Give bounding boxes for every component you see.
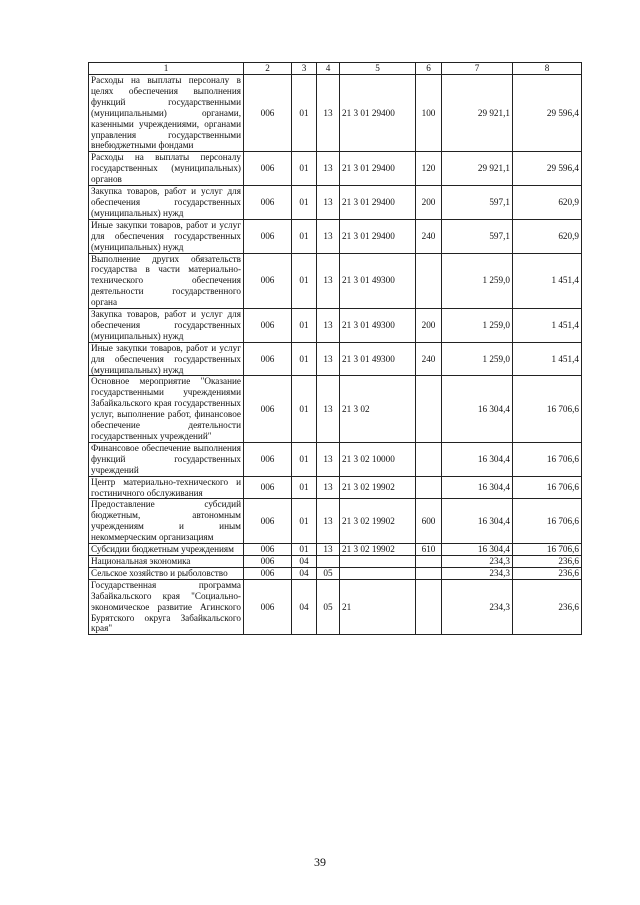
expense-type-code: 240 — [416, 342, 442, 376]
header-row — [89, 63, 582, 75]
amount-col-7: 234,3 — [442, 555, 513, 567]
subsection-code: 13 — [317, 186, 340, 220]
header-cell: 8 — [513, 63, 582, 75]
row-name: Национальная экономика — [89, 555, 244, 567]
target-article-code: 21 3 02 19902 — [340, 499, 416, 544]
amount-col-7: 16 304,4 — [442, 476, 513, 499]
amount-col-7: 234,3 — [442, 579, 513, 635]
row-name: Субсидии бюджетным учреждениям — [89, 544, 244, 556]
table-row — [89, 499, 582, 544]
ministry-code: 006 — [244, 342, 292, 376]
amount-col-8: 16 706,6 — [513, 376, 582, 442]
amount-col-8: 1 451,4 — [513, 253, 582, 309]
amount-col-8: 236,6 — [513, 567, 582, 579]
target-article-code: 21 3 02 10000 — [340, 442, 416, 476]
target-article-code — [340, 567, 416, 579]
ministry-code: 006 — [244, 219, 292, 253]
subsection-code: 13 — [317, 253, 340, 309]
table-row — [89, 219, 582, 253]
ministry-code: 006 — [244, 476, 292, 499]
subsection-code: 13 — [317, 309, 340, 343]
amount-col-7: 597,1 — [442, 219, 513, 253]
section-code: 01 — [292, 309, 317, 343]
header-cell: 4 — [317, 63, 340, 75]
header-cell: 5 — [340, 63, 416, 75]
amount-col-8: 1 451,4 — [513, 309, 582, 343]
expense-type-code — [416, 476, 442, 499]
section-code: 04 — [292, 555, 317, 567]
amount-col-8: 29 596,4 — [513, 152, 582, 186]
table-row — [89, 75, 582, 152]
target-article-code — [340, 555, 416, 567]
expense-type-code — [416, 253, 442, 309]
expense-type-code — [416, 442, 442, 476]
expense-type-code — [416, 555, 442, 567]
table-row — [89, 442, 582, 476]
target-article-code: 21 3 02 19902 — [340, 544, 416, 556]
expense-type-code — [416, 567, 442, 579]
row-name: Закупка товаров, работ и услуг для обеспечения государственных (муниципальных) нужд — [89, 309, 244, 343]
amount-col-7: 16 304,4 — [442, 442, 513, 476]
expense-type-code — [416, 579, 442, 635]
subsection-code: 13 — [317, 342, 340, 376]
ministry-code: 006 — [244, 579, 292, 635]
subsection-code: 13 — [317, 152, 340, 186]
section-code: 04 — [292, 567, 317, 579]
row-name: Сельское хозяйство и рыболовство — [89, 567, 244, 579]
table-row — [89, 567, 582, 579]
amount-col-7: 597,1 — [442, 186, 513, 220]
expense-type-code: 100 — [416, 75, 442, 152]
section-code: 01 — [292, 152, 317, 186]
subsection-code: 05 — [317, 567, 340, 579]
expense-type-code — [416, 376, 442, 442]
target-article-code: 21 3 01 49300 — [340, 253, 416, 309]
subsection-code: 13 — [317, 75, 340, 152]
ministry-code: 006 — [244, 186, 292, 220]
ministry-code: 006 — [244, 544, 292, 556]
ministry-code: 006 — [244, 253, 292, 309]
subsection-code: 13 — [317, 499, 340, 544]
amount-col-8: 620,9 — [513, 186, 582, 220]
section-code: 01 — [292, 253, 317, 309]
row-name: Расходы на выплаты персоналу в целях обеспечения выполнения функций государственными (муниципальными) органами, казенными учреждениями, органами управления государственными внебюджетными фондами — [89, 75, 244, 152]
amount-col-7: 1 259,0 — [442, 253, 513, 309]
row-name: Предоставление субсидий бюджетным, автономным учреждениям и иным некоммерческим организациям — [89, 499, 244, 544]
target-article-code: 21 3 01 49300 — [340, 309, 416, 343]
ministry-code: 006 — [244, 442, 292, 476]
amount-col-7: 1 259,0 — [442, 342, 513, 376]
amount-col-7: 234,3 — [442, 567, 513, 579]
row-name: Центр материально-технического и гостиничного обслуживания — [89, 476, 244, 499]
expense-type-code: 200 — [416, 309, 442, 343]
row-name: Иные закупки товаров, работ и услуг для обеспечения государственных (муниципальных) нужд — [89, 219, 244, 253]
section-code: 01 — [292, 442, 317, 476]
amount-col-7: 1 259,0 — [442, 309, 513, 343]
table-row — [89, 376, 582, 442]
section-code: 01 — [292, 342, 317, 376]
target-article-code: 21 3 02 — [340, 376, 416, 442]
section-code: 01 — [292, 75, 317, 152]
section-code: 04 — [292, 579, 317, 635]
page-number: 39 — [314, 855, 326, 869]
target-article-code: 21 — [340, 579, 416, 635]
section-code: 01 — [292, 186, 317, 220]
target-article-code: 21 3 01 29400 — [340, 75, 416, 152]
table-row — [89, 152, 582, 186]
ministry-code: 006 — [244, 309, 292, 343]
amount-col-8: 16 706,6 — [513, 476, 582, 499]
ministry-code: 006 — [244, 567, 292, 579]
section-code: 01 — [292, 544, 317, 556]
table-row — [89, 579, 582, 635]
table-row — [89, 253, 582, 309]
amount-col-7: 16 304,4 — [442, 544, 513, 556]
ministry-code: 006 — [244, 75, 292, 152]
subsection-code: 13 — [317, 442, 340, 476]
amount-col-8: 16 706,6 — [513, 499, 582, 544]
subsection-code: 13 — [317, 544, 340, 556]
section-code: 01 — [292, 499, 317, 544]
table-row — [89, 544, 582, 556]
table-row — [89, 186, 582, 220]
section-code: 01 — [292, 476, 317, 499]
target-article-code: 21 3 01 29400 — [340, 219, 416, 253]
amount-col-8: 16 706,6 — [513, 544, 582, 556]
expense-type-code: 120 — [416, 152, 442, 186]
amount-col-8: 29 596,4 — [513, 75, 582, 152]
table-row — [89, 342, 582, 376]
expense-type-code: 600 — [416, 499, 442, 544]
row-name: Основное мероприятие "Оказание государственными учреждениями Забайкальского края государственных услуг, выполнение работ, финансовое обеспечение деятельности государственных учреждений" — [89, 376, 244, 442]
subsection-code — [317, 555, 340, 567]
amount-col-8: 620,9 — [513, 219, 582, 253]
header-cell: 2 — [244, 63, 292, 75]
target-article-code: 21 3 01 29400 — [340, 186, 416, 220]
amount-col-8: 16 706,6 — [513, 442, 582, 476]
section-code: 01 — [292, 376, 317, 442]
row-name: Финансовое обеспечение выполнения функций государственных учреждений — [89, 442, 244, 476]
subsection-code: 13 — [317, 376, 340, 442]
expense-type-code: 200 — [416, 186, 442, 220]
section-code: 01 — [292, 219, 317, 253]
row-name: Закупка товаров, работ и услуг для обеспечения государственных (муниципальных) нужд — [89, 186, 244, 220]
ministry-code: 006 — [244, 376, 292, 442]
amount-col-8: 1 451,4 — [513, 342, 582, 376]
row-name: Государственная программа Забайкальского края "Социально-экономическое развитие Агинского Бурятского округа Забайкальского края" — [89, 579, 244, 635]
target-article-code: 21 3 01 29400 — [340, 152, 416, 186]
budget-table — [88, 62, 582, 635]
amount-col-8: 236,6 — [513, 555, 582, 567]
ministry-code: 006 — [244, 152, 292, 186]
ministry-code: 006 — [244, 555, 292, 567]
subsection-code: 13 — [317, 219, 340, 253]
header-cell: 3 — [292, 63, 317, 75]
row-name: Иные закупки товаров, работ и услуг для обеспечения государственных (муниципальных) нужд — [89, 342, 244, 376]
target-article-code: 21 3 02 19902 — [340, 476, 416, 499]
header-cell: 6 — [416, 63, 442, 75]
ministry-code: 006 — [244, 499, 292, 544]
amount-col-7: 16 304,4 — [442, 499, 513, 544]
amount-col-7: 29 921,1 — [442, 152, 513, 186]
row-name: Выполнение других обязательств государства в части материально-технического обеспечения деятельности государственного органа — [89, 253, 244, 309]
amount-col-7: 16 304,4 — [442, 376, 513, 442]
subsection-code: 05 — [317, 579, 340, 635]
expense-type-code: 240 — [416, 219, 442, 253]
header-cell: 7 — [442, 63, 513, 75]
table-row — [89, 476, 582, 499]
table-row — [89, 309, 582, 343]
target-article-code: 21 3 01 49300 — [340, 342, 416, 376]
expense-type-code: 610 — [416, 544, 442, 556]
row-name: Расходы на выплаты персоналу государственных (муниципальных) органов — [89, 152, 244, 186]
subsection-code: 13 — [317, 476, 340, 499]
table-row — [89, 555, 582, 567]
header-cell: 1 — [89, 63, 244, 75]
amount-col-8: 236,6 — [513, 579, 582, 635]
amount-col-7: 29 921,1 — [442, 75, 513, 152]
